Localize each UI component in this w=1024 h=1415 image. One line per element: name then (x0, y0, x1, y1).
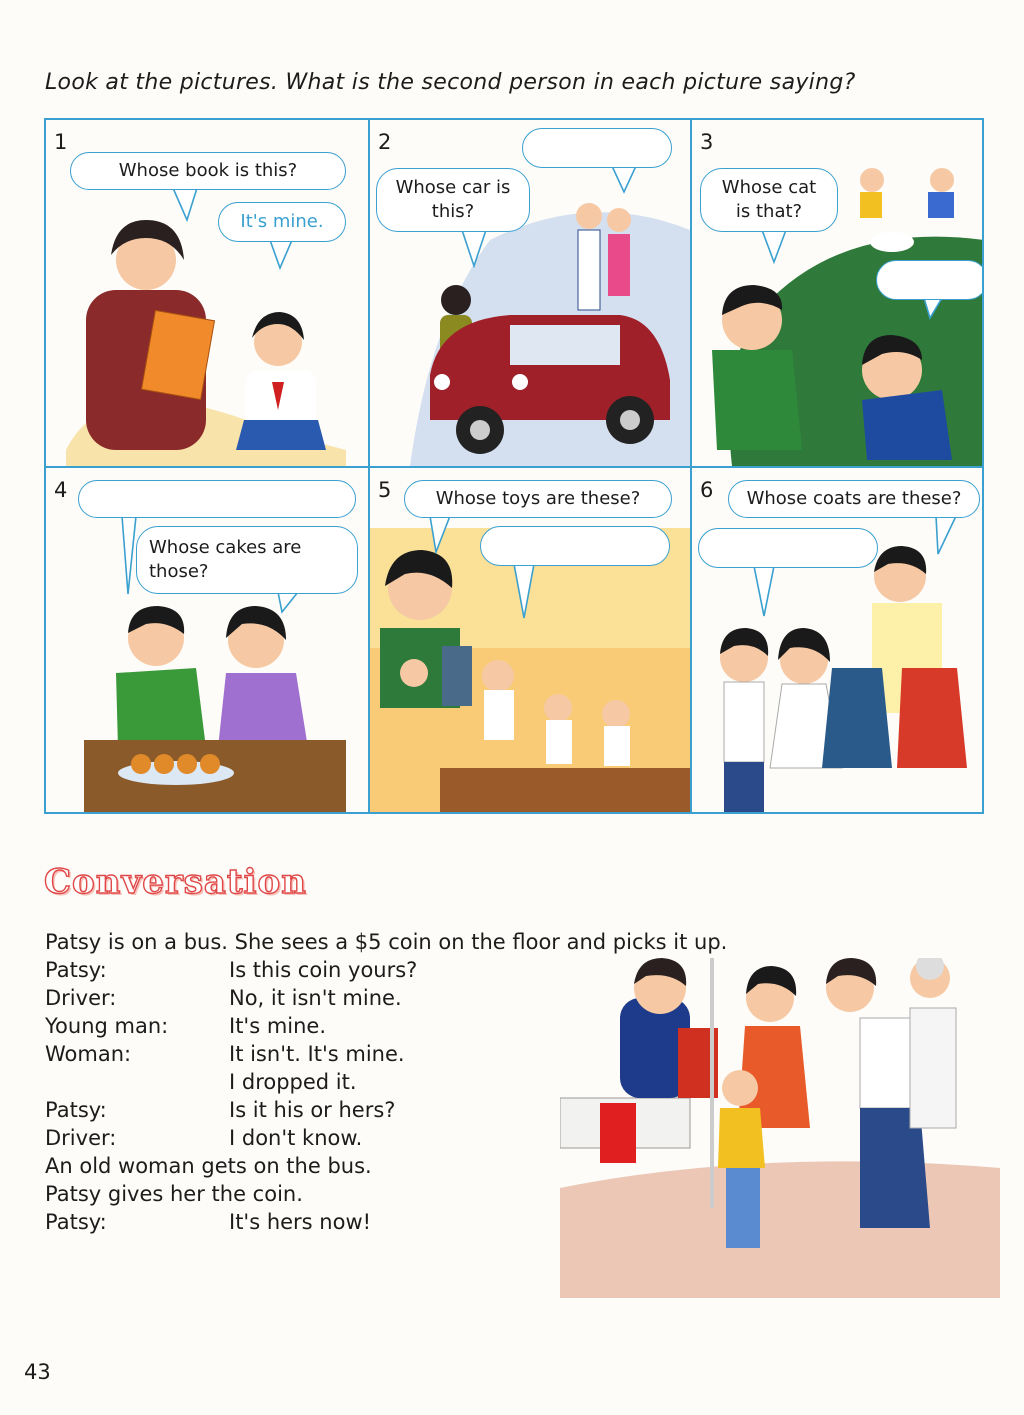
panel-number: 2 (378, 130, 392, 154)
scene-children-cakes (46, 468, 368, 812)
speech-bubble-second: It's mine. (218, 202, 346, 242)
line-text: It's mine. (229, 1014, 327, 1038)
line-text: I don't know. (229, 1126, 363, 1150)
panel-4 (46, 466, 368, 812)
speaker: Woman: (45, 1042, 132, 1066)
speech-bubble-second (78, 480, 356, 518)
bubble-tail (932, 516, 962, 556)
speech-bubble-second (698, 528, 878, 568)
page-number: 43 (24, 1360, 51, 1384)
narration-text: An old woman gets on the bus. (45, 1154, 372, 1178)
speech-bubble-first: Whose coats are these? (728, 480, 980, 518)
bubble-tail (460, 230, 490, 268)
line-text: Is this coin yours? (229, 958, 418, 982)
panel-2 (368, 120, 690, 466)
bubble-tail (426, 516, 456, 554)
line-text: Is it his or hers? (229, 1098, 396, 1122)
dialogue-line (45, 1014, 545, 1042)
speech-bubble-second (480, 526, 670, 566)
speaker: Patsy: (45, 1098, 107, 1122)
speech-bubble-first: Whose toys are these? (404, 480, 672, 518)
panel-1 (46, 120, 368, 466)
narration-line (45, 1182, 545, 1210)
panel-6 (690, 466, 982, 812)
picture-grid (44, 118, 984, 814)
panel-number: 1 (54, 130, 68, 154)
panel-number: 3 (700, 130, 714, 154)
panel-number: 4 (54, 478, 68, 502)
dialogue-line (45, 986, 545, 1014)
speaker: Young man: (45, 1014, 169, 1038)
narration-text: Patsy gives her the coin. (45, 1182, 303, 1206)
bubble-tail (610, 166, 640, 194)
dialogue-line (45, 1070, 545, 1098)
dialogue-line (45, 1210, 545, 1238)
panel-3 (690, 120, 982, 466)
line-text: No, it isn't mine. (229, 986, 402, 1010)
panel-number: 5 (378, 478, 392, 502)
bubble-tail (171, 188, 201, 222)
bubble-tail (760, 230, 790, 264)
speech-bubble-first: Whose cakes are those? (136, 526, 358, 594)
panel-5 (368, 466, 690, 812)
conversation-title: Conversation (44, 862, 307, 902)
line-text: It's hers now! (229, 1210, 372, 1234)
panel-number: 6 (700, 478, 714, 502)
scene-toys (370, 468, 690, 812)
speech-bubble-first: Whose cat is that? (700, 168, 838, 232)
speech-bubble-first: Whose car is this? (376, 168, 530, 232)
line-text: I dropped it. (229, 1070, 357, 1094)
narration-line (45, 1154, 545, 1182)
bubble-tail (268, 240, 298, 270)
conversation-intro: Patsy is on a bus. She sees a $5 coin on the floor and picks it up. (45, 930, 728, 954)
speech-bubble-second (522, 128, 672, 168)
speech-bubble-second (876, 260, 982, 300)
speaker: Driver: (45, 986, 117, 1010)
bus-illustration (560, 958, 1000, 1298)
dialogue-line (45, 1098, 545, 1126)
speech-bubble-first: Whose book is this? (70, 152, 346, 190)
bubble-tail (276, 592, 306, 614)
bubble-tail (750, 566, 780, 618)
line-text: It isn't. It's mine. (229, 1042, 405, 1066)
instruction-text: Look at the pictures. What is the second person in each picture saying? (45, 70, 856, 95)
dialogue-line (45, 1042, 545, 1070)
dialogue (45, 958, 545, 1238)
bubble-tail (922, 298, 946, 320)
dialogue-line (45, 1126, 545, 1154)
bubble-tail (108, 516, 138, 596)
speaker: Driver: (45, 1126, 117, 1150)
bubble-tail (510, 564, 540, 620)
speaker: Patsy: (45, 1210, 107, 1234)
dialogue-line (45, 958, 545, 986)
speaker: Patsy: (45, 958, 107, 982)
